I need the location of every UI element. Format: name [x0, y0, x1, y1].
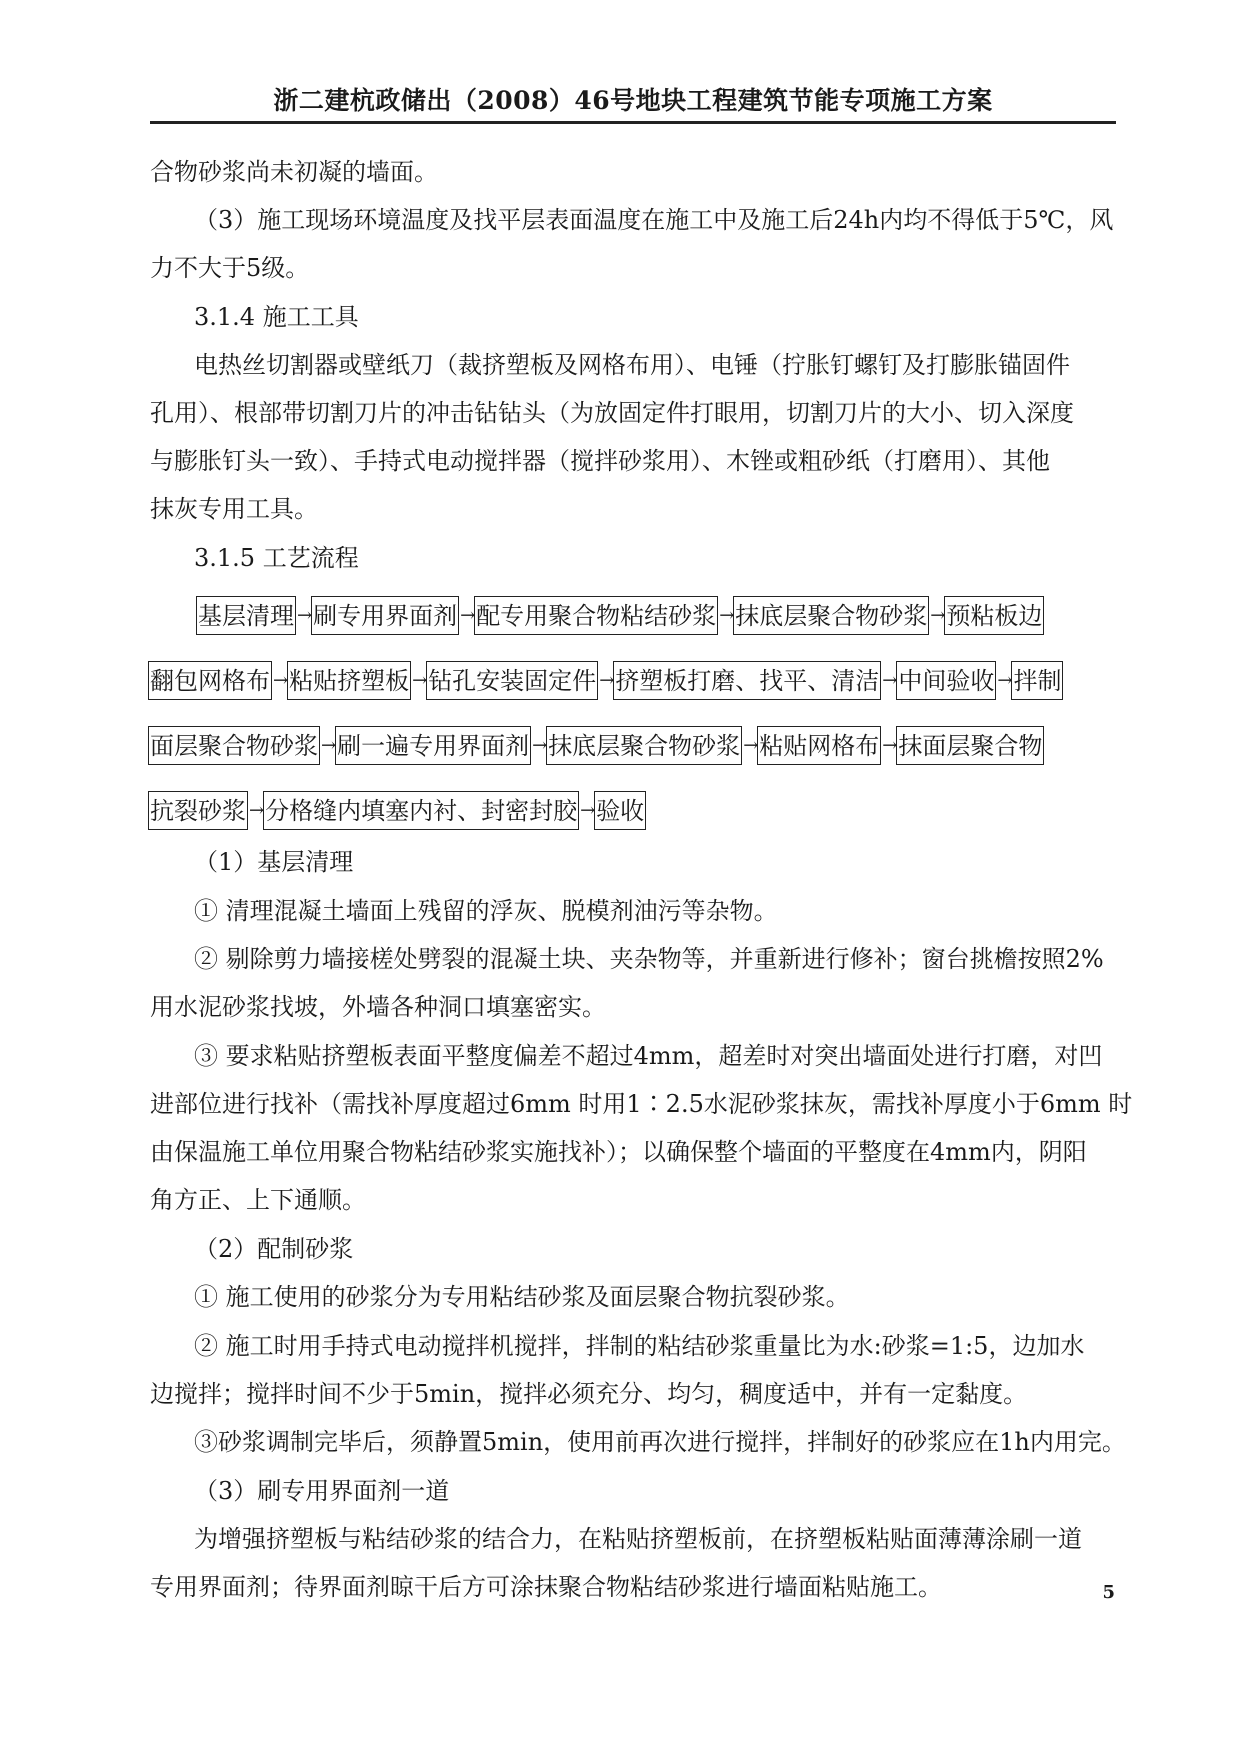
- text-line: ③ 要求粘贴挤塑板表面平整度偏差不超过4mm，超差时对突出墙面处进行打磨，对凹: [194, 1042, 1103, 1070]
- subsection-heading: （3）刷专用界面剂一道: [194, 1477, 450, 1505]
- process-flow-row-1: [196, 596, 1044, 635]
- flow-step: 刷专用界面剂: [311, 596, 459, 635]
- flow-arrow-icon: →: [719, 604, 733, 626]
- flow-step: 预粘板边: [944, 596, 1044, 635]
- text-line: ③砂浆调制完毕后，须静置5min，使用前再次进行搅拌，拌制好的砂浆应在1h内用完。: [194, 1428, 1126, 1456]
- flow-step: 钻孔安装固定件: [426, 661, 598, 700]
- flow-step: 配专用聚合物粘结砂浆: [474, 596, 718, 635]
- flow-arrow-icon: →: [321, 734, 335, 756]
- text-line: ① 清理混凝土墙面上残留的浮灰、脱模剂油污等杂物。: [194, 897, 778, 925]
- flow-step: 挤塑板打磨、找平、清洁: [613, 661, 881, 700]
- flow-step: 面层聚合物砂浆: [148, 726, 320, 765]
- flow-step: 粘贴挤塑板: [287, 661, 411, 700]
- subsection-heading: （2）配制砂浆: [194, 1235, 354, 1263]
- text-line: 专用界面剂；待界面剂晾干后方可涂抹聚合物粘结砂浆进行墙面粘贴施工。: [150, 1573, 942, 1601]
- section-heading: 3.1.5 工艺流程: [194, 544, 359, 572]
- text-line: 力不大于5级。: [150, 254, 310, 282]
- flow-arrow-icon: →: [599, 669, 613, 691]
- text-line: 进部位进行找补（需找补厚度超过6mm 时用1∶2.5水泥砂浆抹灰，需找补厚度小于6mm 时: [150, 1090, 1133, 1118]
- flow-arrow-icon: →: [882, 669, 896, 691]
- flow-arrow-icon: →: [297, 604, 311, 626]
- text-line: 合物砂浆尚未初凝的墙面。: [150, 158, 438, 186]
- text-line: 电热丝切割器或壁纸刀（裁挤塑板及网格布用）、电锤（拧胀钉螺钉及打膨胀锚固件: [194, 351, 1070, 379]
- flow-arrow-icon: →: [743, 734, 757, 756]
- process-flow-row-4: [148, 791, 646, 830]
- flow-arrow-icon: →: [882, 734, 896, 756]
- text-line: 由保温施工单位用聚合物粘结砂浆实施找补）；以确保整个墙面的平整度在4mm内，阴阳: [150, 1138, 1087, 1166]
- flow-step: 刷一遍专用界面剂: [335, 726, 531, 765]
- page-header-title: 浙二建杭政储出（2008）46号地块工程建筑节能专项施工方案: [273, 86, 993, 115]
- flow-arrow-icon: →: [249, 799, 263, 821]
- text-line: 角方正、上下通顺。: [150, 1186, 366, 1214]
- subsection-heading: （1）基层清理: [194, 848, 354, 876]
- text-line: 边搅拌；搅拌时间不少于5min，搅拌必须充分、均匀，稠度适中，并有一定黏度。: [150, 1380, 1028, 1408]
- text-line: 与膨胀钉头一致）、手持式电动搅拌器（搅拌砂浆用）、木锉或粗砂纸（打磨用）、其他: [150, 447, 1050, 475]
- flow-step: 拌制: [1011, 661, 1063, 700]
- flow-arrow-icon: →: [580, 799, 594, 821]
- process-flow-row-2: [148, 661, 1063, 700]
- flow-arrow-icon: →: [997, 669, 1011, 691]
- text-line: 抹灰专用工具。: [150, 495, 318, 523]
- section-heading: 3.1.4 施工工具: [194, 303, 359, 331]
- process-flow-row-3: [148, 726, 1044, 765]
- text-line: 为增强挤塑板与粘结砂浆的结合力，在粘贴挤塑板前，在挤塑板粘贴面薄薄涂刷一道: [194, 1525, 1082, 1553]
- text-line: ① 施工使用的砂浆分为专用粘结砂浆及面层聚合物抗裂砂浆。: [194, 1283, 850, 1311]
- flow-arrow-icon: →: [460, 604, 474, 626]
- text-line: 用水泥砂浆找坡，外墙各种洞口填塞密实。: [150, 993, 606, 1021]
- flow-arrow-icon: →: [412, 669, 426, 691]
- flow-step: 抹底层聚合物砂浆: [546, 726, 742, 765]
- flow-arrow-icon: →: [273, 669, 287, 691]
- header-rule: [150, 121, 1116, 124]
- flow-step: 基层清理: [196, 596, 296, 635]
- text-line: ② 施工时用手持式电动搅拌机搅拌，拌制的粘结砂浆重量比为水:砂浆=1:5，边加水: [194, 1332, 1085, 1360]
- flow-step: 抹底层聚合物砂浆: [733, 596, 929, 635]
- text-line: ② 剔除剪力墙接槎处劈裂的混凝土块、夹杂物等，并重新进行修补；窗台挑檐按照2%: [194, 945, 1104, 973]
- flow-step: 中间验收: [896, 661, 996, 700]
- flow-step: 抹面层聚合物: [896, 726, 1044, 765]
- flow-step: 分格缝内填塞内衬、封密封胶: [263, 791, 579, 830]
- flow-step: 验收: [594, 791, 646, 830]
- page-number: 5: [1102, 1582, 1115, 1603]
- flow-arrow-icon: →: [532, 734, 546, 756]
- flow-step: 粘贴网格布: [757, 726, 881, 765]
- flow-step: 翻包网格布: [148, 661, 272, 700]
- text-line: 孔用）、根部带切割刀片的冲击钻钻头（为放固定件打眼用，切割刀片的大小、切入深度: [150, 399, 1074, 427]
- flow-arrow-icon: →: [930, 604, 944, 626]
- flow-step: 抗裂砂浆: [148, 791, 248, 830]
- text-line: （3）施工现场环境温度及找平层表面温度在施工中及施工后24h内均不得低于5℃，风: [194, 206, 1114, 234]
